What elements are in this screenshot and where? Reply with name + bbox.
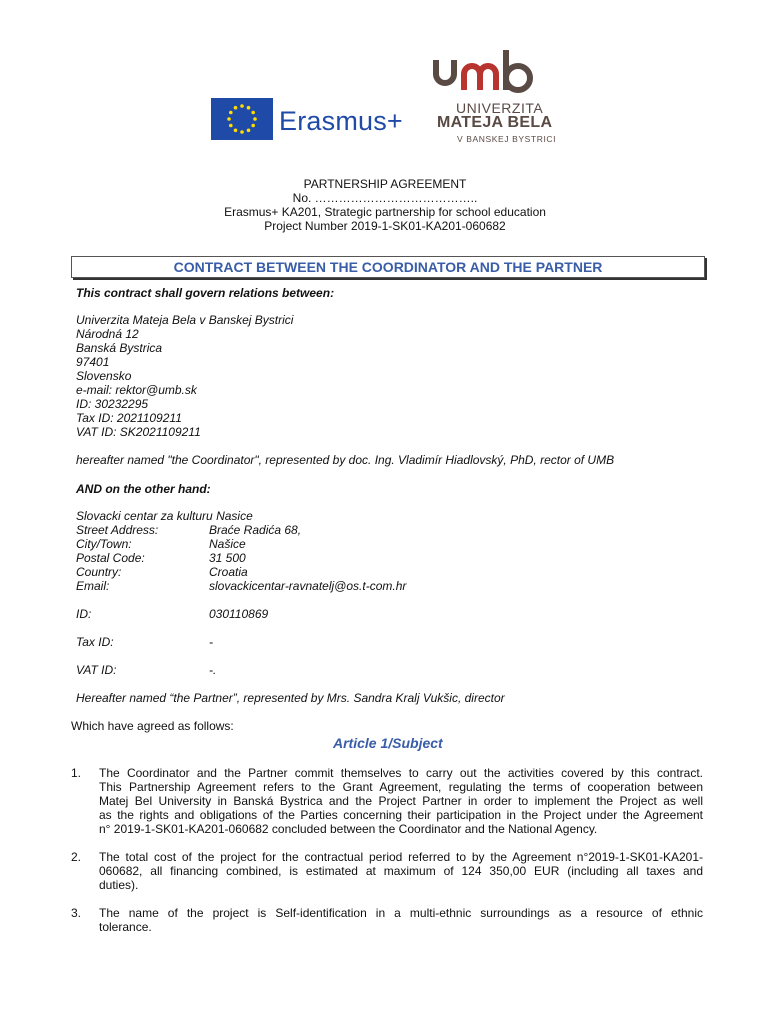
field-value: Croatia	[209, 565, 248, 579]
agreed-text: Which have agreed as follows:	[71, 719, 234, 733]
item-number: 2.	[71, 850, 82, 864]
partner-tax-row	[76, 635, 576, 649]
partner-vat-row	[76, 663, 576, 677]
project-number: Project Number 2019-1-SK01-KA201-060682	[264, 219, 506, 233]
intro-text: This contract shall govern relations between:	[76, 286, 335, 300]
coordinator-line: Národná 12	[76, 327, 139, 341]
list-item	[71, 766, 703, 836]
item-text	[99, 766, 703, 836]
coordinator-line: Banská Bystrica	[76, 341, 163, 355]
field-value: 31 500	[209, 551, 246, 565]
item-text	[99, 850, 703, 892]
item-text	[99, 906, 703, 934]
coordinator-line: ID: 30232295	[76, 397, 149, 411]
agreement-title: PARTNERSHIP AGREEMENT	[303, 177, 467, 191]
contract-banner-title: CONTRACT BETWEEN THE COORDINATOR AND THE PARTNER	[173, 259, 603, 275]
other-hand: AND on the other hand:	[76, 482, 211, 496]
item-line: duties).	[99, 878, 139, 892]
list-item	[71, 906, 703, 934]
field-value: Braće Radića 68,	[209, 523, 302, 537]
field-label: Country:	[76, 565, 122, 579]
item-line: 060682, all financing combined, is estimated at maximum of 124 350,00 EUR (including all taxes and	[99, 864, 703, 878]
coordinator-named: hereafter named "the Coordinator", represented by doc. Ing. Vladimír Hiadlovský, PhD, rector of UMB	[76, 453, 615, 467]
umb-line-mateja-bela: MATEJA BELA	[437, 114, 553, 131]
item-line: n° 2019-1-SK01-KA201-060682 concluded between the Coordinator and the National Agency.	[99, 822, 598, 836]
coordinator-line: Slovensko	[76, 369, 132, 383]
item-number: 3.	[71, 906, 82, 920]
tax-value: -	[209, 635, 213, 649]
id-value: 030110869	[209, 607, 269, 621]
item-line: The Coordinator and the Partner commit themselves to carry out the activities covered by this contract.	[99, 766, 703, 780]
erasmus-logo	[211, 98, 416, 140]
coordinator-address	[76, 313, 293, 439]
erasmus-wordmark: Erasmus+	[279, 106, 403, 136]
umb-logo	[430, 48, 580, 148]
contract-banner	[71, 256, 705, 278]
coordinator-line: e-mail: rektor@umb.sk	[76, 383, 197, 397]
agreement-number: No. …………………………………..	[292, 191, 478, 205]
eu-flag-icon	[211, 98, 273, 140]
article-heading: Article 1/Subject	[333, 735, 443, 751]
field-label: Postal Code:	[76, 551, 145, 565]
field-label: Street Address:	[76, 523, 159, 537]
partner-name: Slovacki centar za kulturu Nasice	[76, 509, 253, 523]
item-line: Matej Bel University in Banská Bystrica and the Project Partner in order to implement the Project as well	[99, 794, 703, 808]
item-number: 1.	[71, 766, 82, 780]
field-label: City/Town:	[76, 537, 132, 551]
list-item	[71, 850, 703, 892]
umb-wordmark-icon	[430, 48, 580, 98]
vat-value: -.	[209, 663, 217, 677]
coordinator-line: Tax ID: 2021109211	[76, 411, 182, 425]
partner-id-row	[76, 607, 576, 621]
coordinator-line: Univerzita Mateja Bela v Banskej Bystrici	[76, 313, 294, 327]
vat-label: VAT ID:	[76, 663, 117, 677]
field-label: Email:	[76, 579, 110, 593]
partner-named: Hereafter named “the Partner”, represented by Mrs. Sandra Kralj Vukšic, director	[76, 691, 505, 705]
coordinator-line: VAT ID: SK2021109211	[76, 425, 201, 439]
partner-fields	[76, 523, 576, 593]
umb-line-univerzita: UNIVERZITA	[456, 100, 544, 116]
field-value: slovackicentar-ravnatelj@os.t-com.hr	[209, 579, 407, 593]
item-line: tolerance.	[99, 920, 152, 934]
tax-label: Tax ID:	[76, 635, 114, 649]
item-line: This Partnership Agreement refers to the Grant Agreement, regulating the terms of cooperation between	[99, 780, 703, 794]
id-label: ID:	[76, 607, 92, 621]
coordinator-line: 97401	[76, 355, 110, 369]
umb-line-bystrica: V BANSKEJ BYSTRICI	[457, 134, 557, 144]
item-line: as the rights and obligations of the Parties concerning their participation in the Project under the Agreement	[99, 808, 703, 822]
item-line: The name of the project is Self-identification in a multi-ethnic surroundings as a resource of ethnic	[99, 906, 703, 920]
item-line: The total cost of the project for the contractual period referred to by the Agreement n°2019-1-SK01-KA201-	[99, 850, 703, 864]
programme-line: Erasmus+ KA201, Strategic partnership for school education	[224, 205, 546, 219]
field-value: Našice	[209, 537, 246, 551]
